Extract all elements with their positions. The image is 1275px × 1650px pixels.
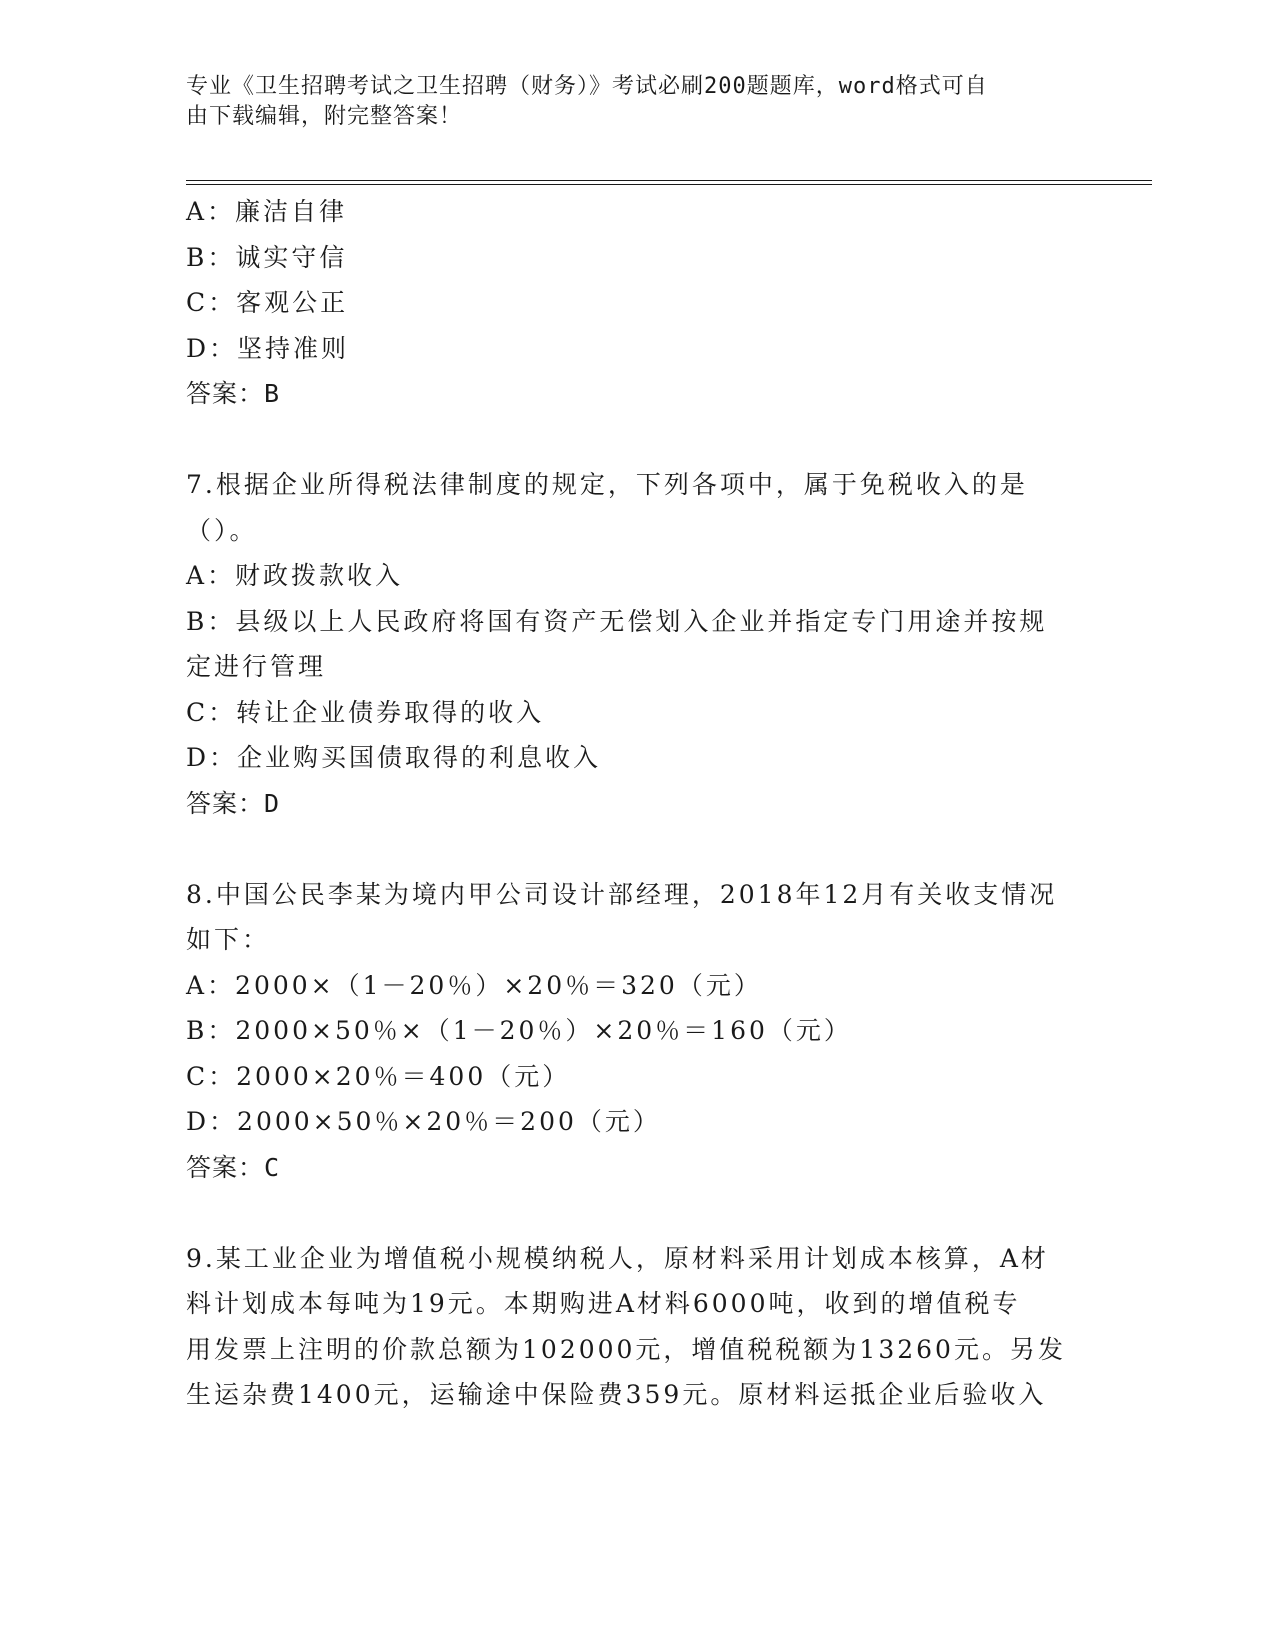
option-a: A：廉洁自律 (186, 197, 348, 226)
question-stem-line: 如下： (186, 925, 271, 954)
question-8 (186, 872, 1086, 1191)
option-d: D：2000×50％×20％＝200（元） (186, 1107, 661, 1136)
option-d: D：企业购买国债取得的利息收入 (186, 743, 602, 772)
answer: 答案：D (186, 788, 281, 818)
option-d: D：坚持准则 (186, 333, 350, 363)
option-c: C：2000×20％＝400（元） (186, 1061, 571, 1091)
option-b-continued: 定进行管理 (186, 652, 327, 681)
question-6 (186, 189, 1086, 417)
header-line-1: 专业《卫生招聘考试之卫生招聘（财务）》考试必刷200题题库，word格式可自 (186, 74, 988, 99)
question-stem-line: 生运杂费1400元，运输途中保险费359元。原材料运抵企业后验收入 (186, 1380, 1047, 1409)
question-stem-line: 料计划成本每吨为19元。本期购进A材料6000吨，收到的增值税专 (186, 1289, 1021, 1318)
option-a: A：2000×（1－20％）×20％＝320（元） (186, 970, 762, 1000)
question-7 (186, 462, 1086, 826)
option-c: C：转让企业债券取得的收入 (186, 697, 545, 727)
option-b: B：2000×50％×（1－20％）×20％＝160（元） (186, 1016, 852, 1045)
spacer (186, 1190, 1086, 1236)
question-stem-line: （）。 (186, 515, 258, 545)
option-c: C：客观公正 (186, 288, 349, 317)
spacer (186, 826, 1086, 872)
header-divider-bottom (186, 184, 1152, 185)
answer: 答案：B (186, 379, 281, 408)
option-b: B：诚实守信 (186, 242, 348, 272)
header-line-2: 由下载编辑，附完整答案！ (186, 104, 463, 129)
question-stem-line: 用发票上注明的价款总额为102000元，增值税税额为13260元。另发 (186, 1334, 1066, 1364)
document-header (186, 72, 1066, 132)
question-stem-line: 7.根据企业所得税法律制度的规定，下列各项中，属于免税收入的是 (186, 470, 1028, 499)
answer: 答案：C (186, 1152, 281, 1182)
document-body (186, 189, 1086, 1418)
header-divider-top (186, 180, 1152, 181)
spacer (186, 417, 1086, 463)
question-stem-line: 9.某工业企业为增值税小规模纳税人，原材料采用计划成本核算，A材 (186, 1243, 1049, 1273)
option-b: B：县级以上人民政府将国有资产无偿划入企业并指定专门用途并按规 (186, 606, 1048, 636)
question-stem-line: 8.中国公民李某为境内甲公司设计部经理，2018年12月有关收支情况 (186, 879, 1058, 909)
option-a: A：财政拨款收入 (186, 561, 404, 590)
question-9 (186, 1236, 1086, 1418)
